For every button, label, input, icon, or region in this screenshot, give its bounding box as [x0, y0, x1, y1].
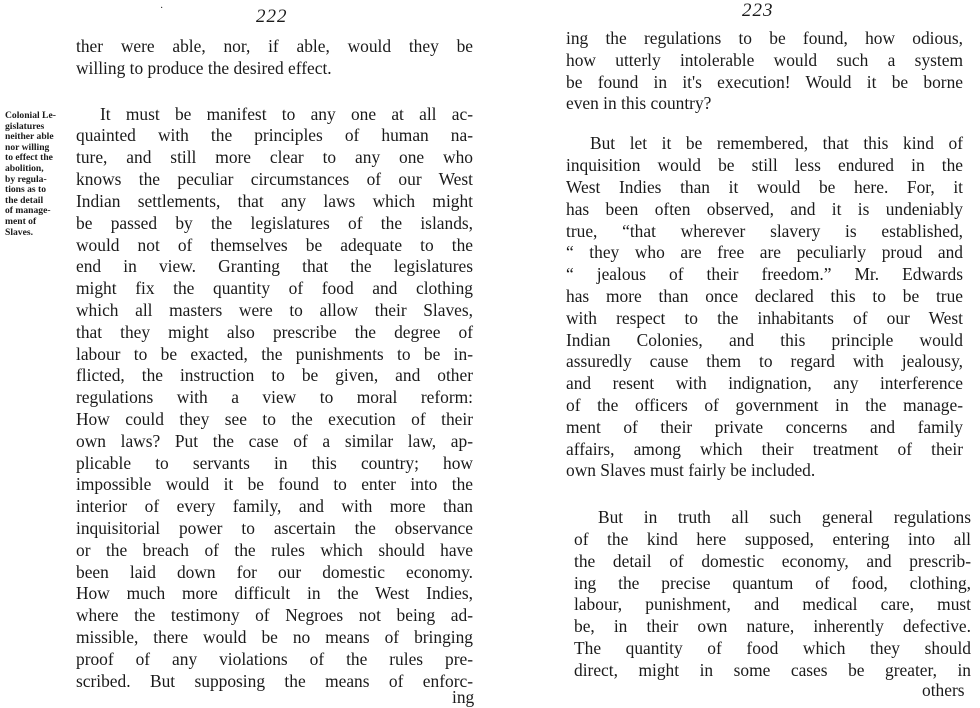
marginal-note-line: Slaves.: [5, 226, 33, 238]
marginal-note: [5, 111, 73, 238]
text-line: even in this country?: [566, 93, 712, 113]
catchword: ing: [452, 687, 475, 707]
text-line: ing the precise quantum of food, clothing,: [574, 573, 971, 593]
left-page: [0, 0, 490, 707]
marginal-note-line: neither able: [5, 131, 54, 143]
text-line: has been often observed, and it is undeniably: [566, 199, 963, 219]
right-page: [560, 0, 980, 707]
marginal-note-line: the detail: [5, 194, 44, 206]
text-line: knows the peculiar circumstances of our West: [76, 169, 473, 189]
text-line: Indian Colonies, and this principle would: [566, 330, 963, 350]
marginal-note-line: nor willing: [5, 141, 50, 153]
text-line: ing the regulations to be found, how odious,: [566, 28, 963, 48]
page-number-left: 222: [256, 6, 288, 27]
text-line: of the officers of government in the manage-: [566, 395, 963, 415]
text-line: quainted with the principles of human na-: [76, 125, 473, 145]
text-line: labour to be exacted, the punishments to be in-: [76, 344, 473, 364]
marginal-note-line: by regula-: [5, 173, 47, 185]
text-line: willing to produce the desired effect.: [76, 58, 332, 78]
text-line: regulations with a view to moral reform:: [76, 387, 473, 407]
text-line: be, in their own nature, inherently defective.: [574, 616, 971, 636]
text-line: impossible would it be found to enter into the: [76, 474, 473, 494]
text-line: labour, punishment, and medical care, must: [574, 594, 971, 614]
text-line: flicted, the instruction to be given, and other: [76, 365, 473, 385]
text-line: How could they see to the execution of their: [76, 409, 473, 429]
text-line: would not of themselves be adequate to the: [76, 235, 473, 255]
text-line: Indian settlements, that any laws which might: [76, 191, 473, 211]
text-line: and resent with indignation, any interference: [566, 373, 963, 393]
text-line: scribed. But supposing the means of enforc-: [76, 671, 473, 691]
text-line: missible, there would be no means of bringing: [76, 627, 473, 647]
text-line: been laid down for our domestic economy.: [76, 562, 473, 582]
text-line: proof of any violations of the rules pre-: [76, 649, 473, 669]
text-line: or the breach of the rules which should have: [76, 540, 473, 560]
text-line: direct, might in some cases be greater, in: [574, 660, 971, 680]
text-line: The quantity of food which they should: [574, 638, 971, 658]
text-line: inquisition would be still less endured in the: [566, 155, 963, 175]
text-line: own Slaves must fairly be included.: [566, 460, 816, 480]
text-line: with respect to the inhabitants of our West: [566, 308, 963, 328]
marginal-note-line: gislatures: [5, 120, 45, 132]
marginal-note-line: abolition,: [5, 162, 44, 174]
catchword: others: [922, 680, 965, 700]
text-line: might fix the quantity of food and clothing: [76, 278, 473, 298]
margin-dot: ·: [160, 3, 164, 14]
text-line: how utterly intolerable would such a system: [566, 50, 963, 70]
text-line: How much more difficult in the West Indies,: [76, 583, 473, 603]
text-line: end in view. Granting that the legislatures: [76, 256, 473, 276]
text-line: where the testimony of Negroes not being ad-: [76, 605, 473, 625]
text-line: inquisitorial power to ascertain the observance: [76, 518, 473, 538]
text-line: be passed by the legislatures of the islands,: [76, 213, 473, 233]
text-line: that they might also prescribe the degree of: [76, 322, 473, 342]
text-line: affairs, among which their treatment of their: [566, 439, 963, 459]
text-line: the detail of domestic economy, and prescrib-: [574, 551, 971, 571]
text-line: plicable to servants in this country; how: [76, 453, 473, 473]
marginal-note-line: tions as to: [5, 184, 47, 196]
text-line: ture, and still more clear to any one who: [76, 147, 473, 167]
marginal-note-line: of manage-: [5, 205, 51, 217]
marginal-note-line: Colonial Le-: [5, 110, 56, 121]
text-line: which all masters were to allow their Slaves,: [76, 300, 473, 320]
text-line: ment of their private concerns and family: [566, 417, 963, 437]
text-line: has more than once declared this to be true: [566, 286, 963, 306]
text-line: ther were able, nor, if able, would they be: [76, 36, 473, 56]
text-line: own laws? Put the case of a similar law, ap-: [76, 431, 473, 451]
text-line: “ they who are free are peculiarly proud and: [566, 242, 963, 262]
text-line: be found in it's execution! Would it be borne: [566, 72, 963, 92]
page-number-right: 223: [742, 0, 774, 21]
text-line: interior of every family, and with more than: [76, 496, 473, 516]
text-line: It must be manifest to any one at all ac-: [100, 104, 473, 124]
text-line: assuredly cause them to regard with jealousy,: [566, 351, 963, 371]
text-line: West Indies than it would be here. For, it: [566, 177, 963, 197]
text-line: “ jealous of their freedom.” Mr. Edwards: [566, 264, 963, 284]
text-line: But let it be remembered, that this kind of: [590, 133, 963, 153]
marginal-note-line: to effect the: [5, 152, 53, 164]
text-line: true, “that wherever slavery is established,: [566, 221, 963, 241]
text-line: of the kind here supposed, entering into all: [574, 529, 971, 549]
marginal-note-line: ment of: [5, 215, 37, 227]
text-line: But in truth all such general regulations: [598, 507, 971, 527]
